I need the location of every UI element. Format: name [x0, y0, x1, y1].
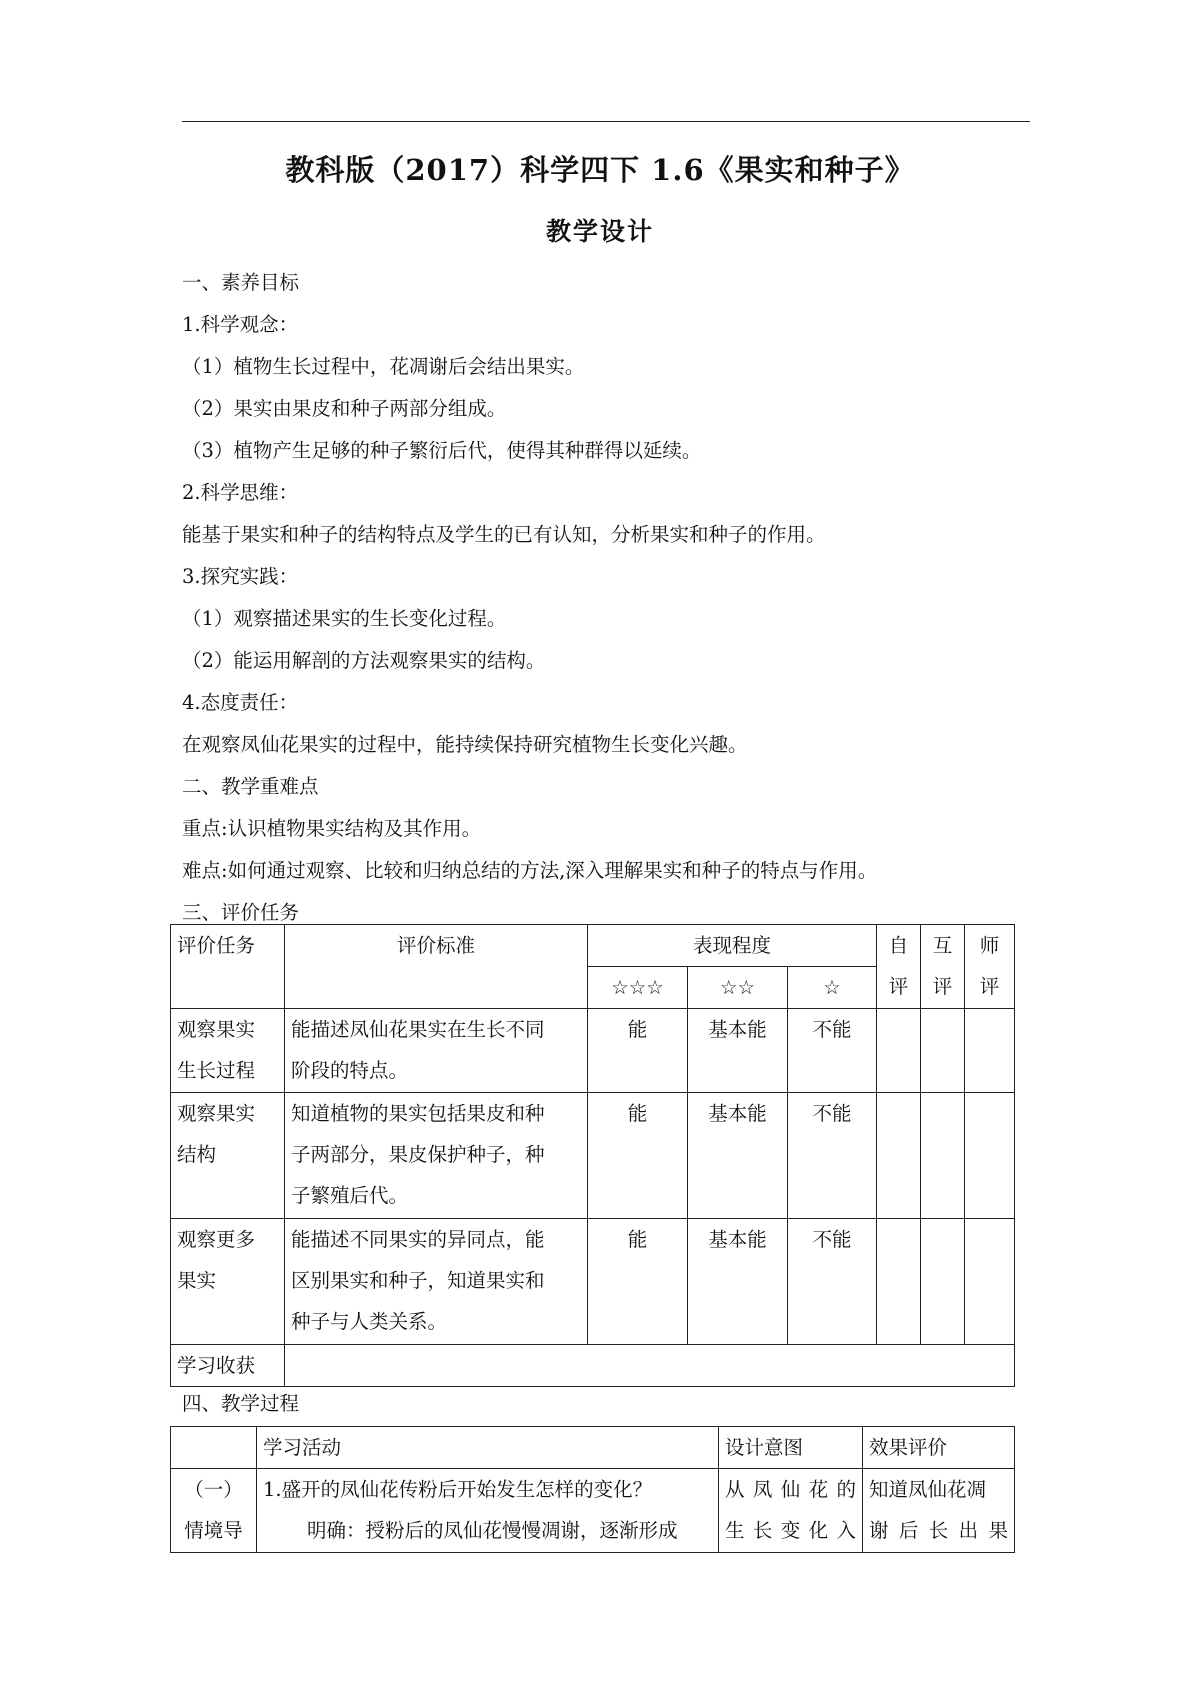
- document-title: 教科版（2017）科学四下 1.6《果实和种子》: [285, 153, 915, 187]
- header-teacher-eval: 师 评: [965, 925, 1015, 1009]
- peer-eval-cell: [921, 1093, 965, 1219]
- table-row: [171, 1219, 1015, 1345]
- header-rule: [182, 121, 1030, 122]
- table-row: [171, 1345, 1015, 1387]
- self-eval-cell: [877, 1009, 921, 1093]
- header-self-eval: 自 评: [877, 925, 921, 1009]
- body-text: [182, 262, 1042, 934]
- process-table: [170, 1426, 1015, 1553]
- body-line: 2.科学思维：: [182, 481, 299, 504]
- standard-cell: 能描述不同果实的异同点，能 区别果实和种子，知道果实和 种子与人类关系。: [285, 1219, 588, 1345]
- body-line: 难点:如何通过观察、比较和归纳总结的方法,深入理解果实和种子的特点与作用。: [182, 859, 878, 882]
- body-line: 能基于果实和种子的结构特点及学生的已有认知，分析果实和种子的作用。: [182, 523, 826, 546]
- header-performance: 表现程度: [588, 925, 877, 967]
- stage-header-cell: [171, 1427, 257, 1469]
- task-cell: 观察更多 果实: [171, 1219, 285, 1345]
- header-eval: 效果评价: [863, 1427, 1015, 1469]
- body-line: （2）果实由果皮和种子两部分组成。: [182, 397, 507, 420]
- table-row: [171, 1093, 1015, 1219]
- header-three-stars: ☆☆☆: [588, 967, 688, 1009]
- table-row: [171, 1009, 1015, 1093]
- standard-cell: 能描述凤仙花果实在生长不同 阶段的特点。: [285, 1009, 588, 1093]
- level-3-cell: 能: [588, 1219, 688, 1345]
- peer-eval-cell: [921, 1009, 965, 1093]
- teacher-eval-cell: [965, 1219, 1015, 1345]
- eval-cell: 知道凤仙花凋 谢后长出果: [863, 1469, 1015, 1553]
- header-peer-eval: 互 评: [921, 925, 965, 1009]
- standard-cell: 知道植物的果实包括果皮和种 子两部分，果皮保护种子，种 子繁殖后代。: [285, 1093, 588, 1219]
- level-1-cell: 不能: [788, 1093, 877, 1219]
- document-subtitle: 教学设计: [545, 217, 654, 246]
- evaluation-table: [170, 924, 1015, 1387]
- body-line: 3.探究实践：: [182, 565, 299, 588]
- activity-cell: 1.盛开的凤仙花传粉后开始发生怎样的变化？ 明确：授粉后的凤仙花慢慢凋谢，逐渐形成: [257, 1469, 719, 1553]
- teacher-eval-cell: [965, 1093, 1015, 1219]
- harvest-cell: [285, 1345, 1015, 1387]
- section-heading: 二、教学重难点: [182, 775, 319, 798]
- body-line: 1.科学观念：: [182, 313, 299, 336]
- header-two-stars: ☆☆: [688, 967, 788, 1009]
- section-heading: 四、教学过程: [182, 1392, 300, 1415]
- level-3-cell: 能: [588, 1009, 688, 1093]
- task-cell: 观察果实 结构: [171, 1093, 285, 1219]
- peer-eval-cell: [921, 1219, 965, 1345]
- body-line: （2）能运用解剖的方法观察果实的结构。: [182, 649, 546, 672]
- level-2-cell: 基本能: [688, 1219, 788, 1345]
- body-line: 4.态度责任：: [182, 691, 299, 714]
- section-heading: 三、评价任务: [182, 901, 300, 924]
- body-line: （1）植物生长过程中，花凋谢后会结出果实。: [182, 355, 585, 378]
- header-one-star: ☆: [788, 967, 877, 1009]
- body-line: 在观察凤仙花果实的过程中，能持续保持研究植物生长变化兴趣。: [182, 733, 748, 756]
- teacher-eval-cell: [965, 1009, 1015, 1093]
- table-row: [171, 1469, 1015, 1553]
- level-1-cell: 不能: [788, 1219, 877, 1345]
- task-cell: 观察果实 生长过程: [171, 1009, 285, 1093]
- level-2-cell: 基本能: [688, 1009, 788, 1093]
- level-1-cell: 不能: [788, 1009, 877, 1093]
- stage-cell: （一） 情境导: [171, 1469, 257, 1553]
- intent-cell: 从凤仙花的 生长变化入: [719, 1469, 863, 1553]
- harvest-label: 学习收获: [171, 1345, 285, 1387]
- header-standard: 评价标准: [285, 925, 588, 1009]
- body-line: 重点:认识植物果实结构及其作用。: [182, 817, 482, 840]
- self-eval-cell: [877, 1093, 921, 1219]
- body-line: （3）植物产生足够的种子繁衍后代，使得其种群得以延续。: [182, 439, 702, 462]
- header-intent: 设计意图: [719, 1427, 863, 1469]
- self-eval-cell: [877, 1219, 921, 1345]
- level-2-cell: 基本能: [688, 1093, 788, 1219]
- level-3-cell: 能: [588, 1093, 688, 1219]
- header-activity: 学习活动: [257, 1427, 719, 1469]
- section-heading: 一、素养目标: [182, 271, 300, 294]
- body-line: （1）观察描述果实的生长变化过程。: [182, 607, 507, 630]
- header-task: 评价任务: [171, 925, 285, 1009]
